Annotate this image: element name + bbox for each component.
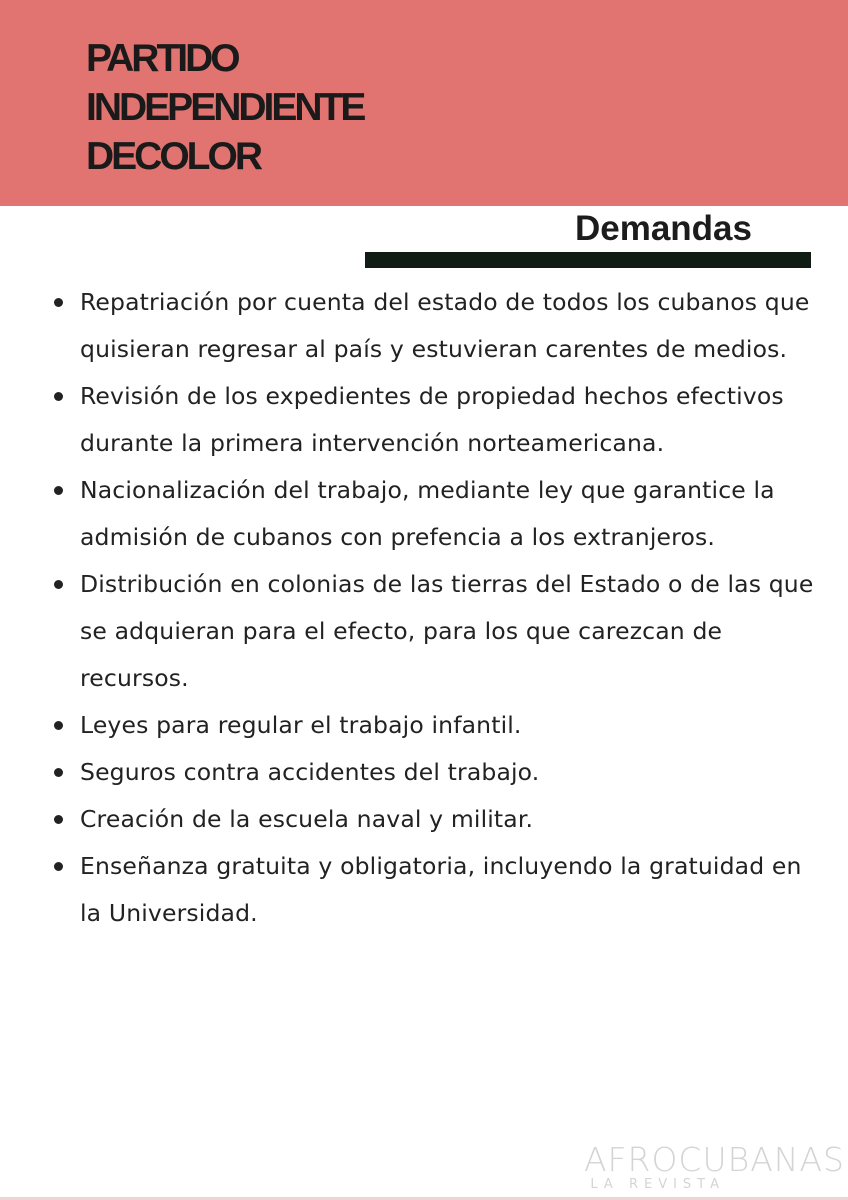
- afrocubanas-logo: [555, 1142, 845, 1192]
- demand-item: Leyes para regular el trabajo infantil.: [80, 702, 820, 749]
- demand-item: Repatriación por cuenta del estado de todos los cubanos que quisieran regresar al país y estuvieran carentes de medios.: [80, 279, 820, 373]
- demand-item: Distribución en colonias de las tierras del Estado o de las que se adquieran para el efecto, para los que carezcan de recursos.: [80, 561, 820, 702]
- title-line-3: DECOLOR: [86, 135, 260, 178]
- logo-subtitle: LA REVISTA: [590, 1177, 725, 1192]
- demands-list: [80, 279, 820, 937]
- logo-wordmark: AFROCUBANAS: [583, 1140, 845, 1179]
- title-line-2: INDEPENDIENTE: [86, 86, 364, 129]
- demand-item: Nacionalización del trabajo, mediante ley que garantice la admisión de cubanos con prefencia a los extranjeros.: [80, 467, 820, 561]
- heading-underline: [365, 252, 811, 268]
- page-title: [86, 34, 363, 181]
- demand-item: Revisión de los expedientes de propiedad hechos efectivos durante la primera intervención norteamericana.: [80, 373, 820, 467]
- demand-item: Enseñanza gratuita y obligatoria, incluyendo la gratuidad en la Universidad.: [80, 843, 820, 937]
- section-heading: Demandas: [574, 209, 752, 248]
- demand-item: Creación de la escuela naval y militar.: [80, 796, 820, 843]
- demand-item: Seguros contra accidentes del trabajo.: [80, 749, 820, 796]
- title-line-1: PARTIDO: [86, 37, 238, 80]
